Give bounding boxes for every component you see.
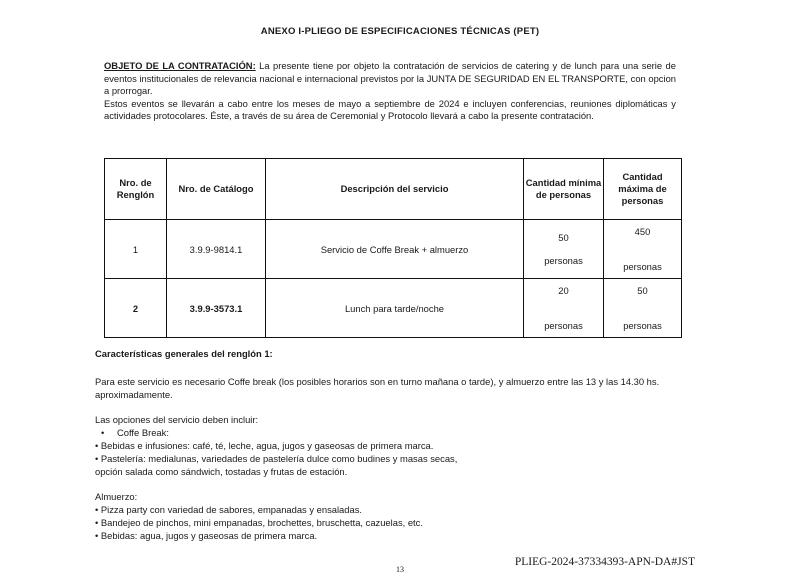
min-number: 20 [558, 285, 569, 296]
table-row [105, 220, 682, 279]
table-row [105, 279, 682, 338]
intro-section [104, 60, 676, 123]
coffee-break-title [95, 427, 695, 440]
min-unit: personas [544, 320, 583, 331]
header-descripcion: Descripción del servicio [266, 159, 524, 220]
intro-lead: OBJETO DE LA CONTRATACIÓN: [104, 60, 256, 71]
cell-renglon: 1 [105, 220, 167, 279]
min-stack [525, 232, 602, 266]
list-item: • Bebidas: agua, jugos y gaseosas de primera marca. [95, 529, 318, 541]
max-number: 450 [634, 226, 651, 237]
cell-catalogo: 3.9.9-9814.1 [167, 220, 266, 279]
page-number: 13 [396, 565, 404, 574]
options-intro: Las opciones del servicio deben incluir: [95, 414, 259, 426]
header-cantidad-minima: Cantidad mínima de personas [524, 159, 604, 220]
max-unit: personas [623, 261, 662, 272]
intro-paragraph-2: Estos eventos se llevarán a cabo entre los meses de mayo a septiembre de 2024 e incluyen conferencias, reuniones diplomáticas y actividades protocolares. Éste, a través de su área de Ceremonial y Protocolo llevará a cabo la presente contratación. [104, 97, 676, 122]
cell-descripcion: Lunch para tarde/noche [266, 279, 524, 338]
cell-descripcion: Servicio de Coffe Break + almuerzo [266, 220, 524, 279]
list-item: • Bebidas e infusiones: café, té, leche, agua, jugos y gaseosas de primera marca. [95, 439, 434, 451]
coffee-break-label: Coffe Break: [117, 427, 169, 439]
cell-cantidad-maxima [604, 220, 682, 279]
cell-renglon: 2 [105, 279, 167, 338]
header-cantidad-maxima: Cantidad máxima de personas [604, 159, 682, 220]
intro-text: La presente tiene por objeto la contratación de servicios de catering y de lunch para una serie de eventos institucionales de relevancia nacional e internacional previstos por la JUNTA DE SEGURIDAD EN EL TRANSPORTE, con opcion a prorrogar. [104, 60, 676, 97]
cell-cantidad-minima [524, 220, 604, 279]
section-heading: Características generales del renglón 1: [95, 348, 273, 359]
min-unit: personas [544, 255, 583, 266]
min-number: 50 [558, 232, 569, 243]
document-title: ANEXO I-PLIEGO DE ESPECIFICACIONES TÉCNICAS (PET) [260, 26, 540, 37]
lunch-title: Almuerzo: [95, 491, 138, 503]
list-item: • Bandejeo de pinchos, mini empanadas, brochettes, bruschetta, cazuelas, etc. [95, 516, 423, 528]
list-item: • Pizza party con variedad de sabores, empanadas y ensaladas. [95, 503, 362, 515]
service-description: Para este servicio es necesario Coffe break (los posibles horarios son en turno mañana o tarde), y almuerzo entre las 13 y las 14.30 hs. aproximadamente. [95, 376, 660, 400]
min-stack [525, 285, 602, 331]
bullet-icon: • [101, 427, 105, 439]
max-unit: personas [623, 320, 662, 331]
header-catalogo: Nro. de Catálogo [167, 159, 266, 220]
section-body [95, 376, 695, 542]
list-item: opción salada como sándwich, tostadas y frutas de estación. [95, 465, 348, 477]
cell-cantidad-maxima [604, 279, 682, 338]
intro-paragraph [104, 60, 676, 98]
table-header-row [105, 159, 682, 220]
cell-catalogo: 3.9.9-3573.1 [167, 279, 266, 338]
specification-table [104, 158, 682, 338]
list-item: • Pastelería: medialunas, variedades de pastelería dulce como budines y masas secas, [95, 452, 458, 464]
cell-cantidad-minima [524, 279, 604, 338]
max-number: 50 [637, 285, 648, 296]
max-stack [605, 226, 680, 272]
document-code: PLIEG-2024-37334393-APN-DA#JST [514, 556, 695, 568]
max-stack [605, 285, 680, 331]
header-renglon: Nro. de Renglón [105, 159, 167, 220]
